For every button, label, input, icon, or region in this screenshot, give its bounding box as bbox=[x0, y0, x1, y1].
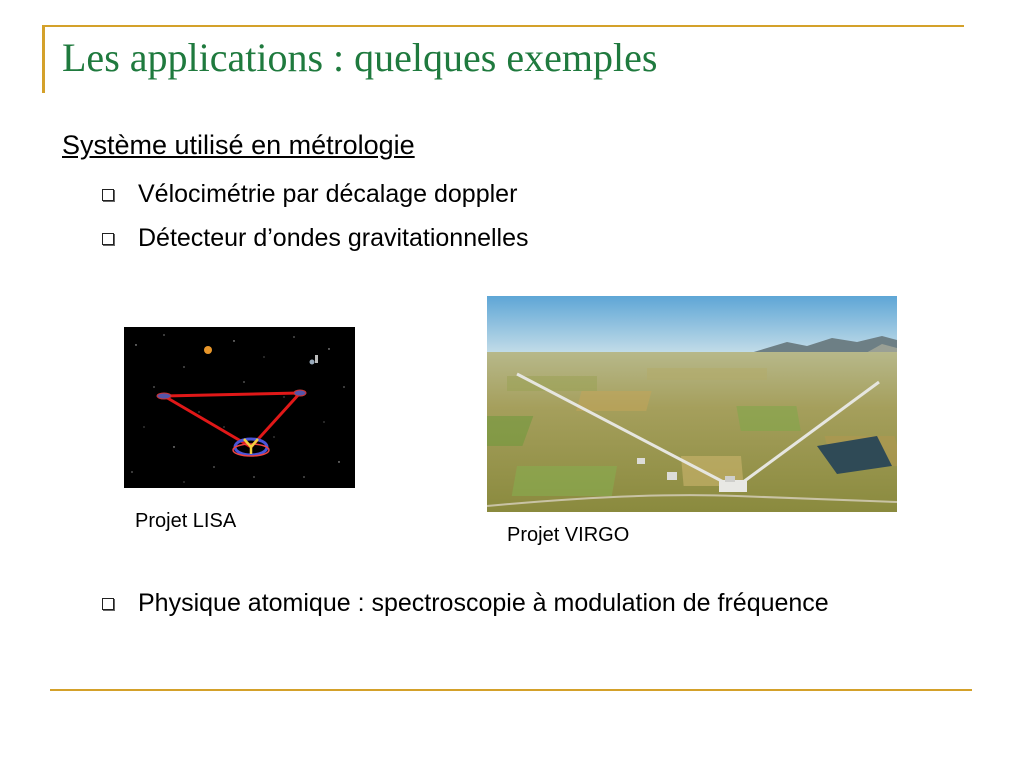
slide-title: Les applications : quelques exemples bbox=[62, 35, 658, 80]
footer-accent-line bbox=[50, 689, 972, 691]
bullet-item-gravitational-detector bbox=[100, 220, 529, 256]
square-bullet-icon bbox=[102, 233, 114, 245]
bullet-item-velocimetry bbox=[100, 176, 517, 212]
bullet-text: Détecteur d’ondes gravitationnelles bbox=[138, 224, 529, 252]
title-accent-horizontal-line bbox=[42, 25, 964, 27]
square-bullet-icon bbox=[102, 598, 114, 610]
title-accent-vertical-line bbox=[42, 25, 45, 93]
square-bullet-icon bbox=[102, 189, 114, 201]
section-subtitle: Système utilisé en métrologie bbox=[62, 130, 415, 160]
bullet-text: Vélocimétrie par décalage doppler bbox=[138, 180, 518, 208]
virgo-caption: Projet VIRGO bbox=[507, 524, 630, 546]
lisa-project-image bbox=[124, 327, 355, 488]
bullet-item-atomic-physics bbox=[100, 585, 900, 621]
virgo-project-image bbox=[487, 296, 897, 512]
bullet-text: Physique atomique : spectroscopie à modulation de fréquence bbox=[138, 589, 829, 617]
lisa-caption: Projet LISA bbox=[135, 510, 237, 532]
